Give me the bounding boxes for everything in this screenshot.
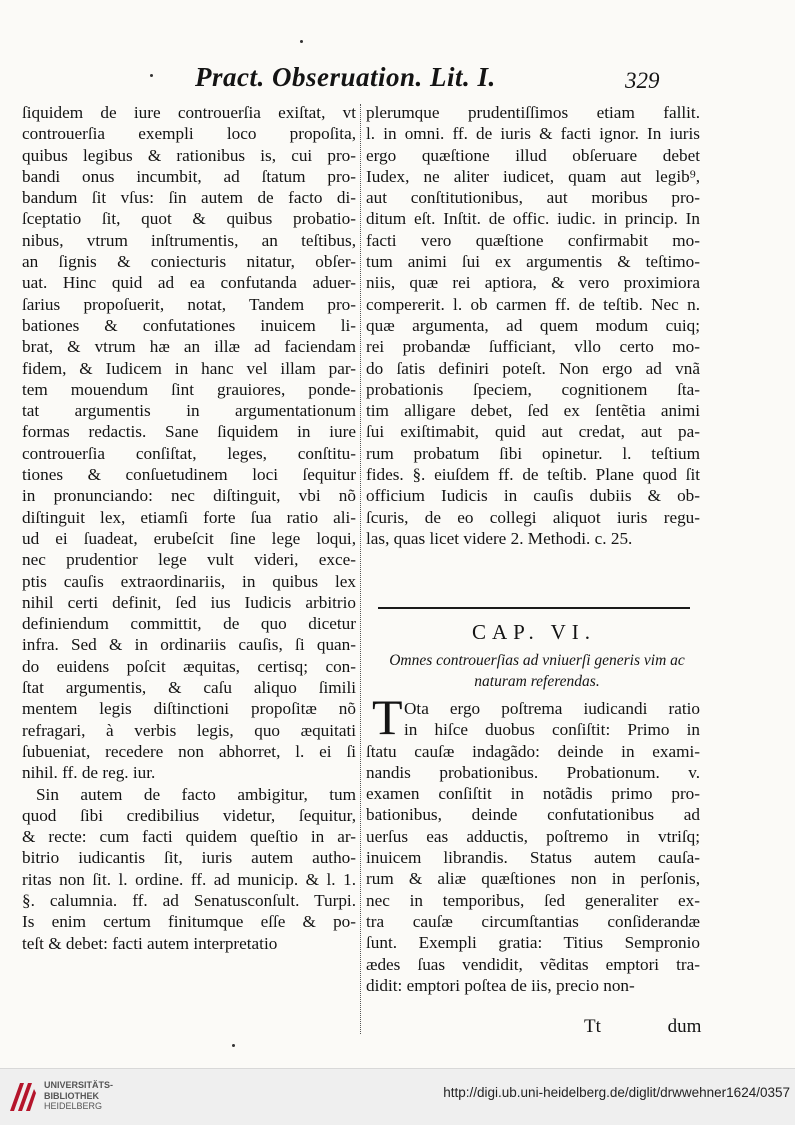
text-line: fidem, & Iudicem in hanc vel illam par- xyxy=(22,358,356,378)
chapter-summary-line: Omnes controuerſias ad vniuerſi generis vim ac xyxy=(389,652,685,669)
library-name[interactable] xyxy=(44,1080,164,1112)
column-divider xyxy=(360,104,361,1034)
text-line: Ota ergo poſtrema iudicandi ratio xyxy=(404,699,700,718)
text-line: fides. §. eiuſdem ff. de teſtib. Plane quod ſit xyxy=(366,465,700,485)
text-line: Sin autem de facto ambigitur, tum xyxy=(36,784,356,804)
text-line: rum probatum ſibi opinetur. l. teſtium xyxy=(366,443,700,463)
text-line: nihil. ff. de reg. iur. xyxy=(22,763,156,783)
text-line: compererit. l. ob carmen ff. de teſtib. Nec n. xyxy=(366,294,700,314)
text-line: nibus, vtrum inſtrumentis, an teſtibus, xyxy=(22,230,356,250)
text-line: nihil certi definit, ſed ius Iudicis arbitrio xyxy=(22,592,356,612)
text-line: ergo quæſtione illud obſeruare debet xyxy=(366,145,700,165)
running-head: Pract. Obseruation. Lit. I. xyxy=(195,62,496,92)
left-column xyxy=(22,102,356,954)
text-line: niis, quæ rei aptiora, & vero proximiora xyxy=(366,273,700,293)
text-line: teſt & debet: facti autem interpretatio xyxy=(22,933,278,953)
text-line: quæ argumenta, ad quem modum cuiq; xyxy=(366,315,700,335)
text-line: Iudex, ne aliter iudicet, quam aut legib⁹, xyxy=(366,166,700,186)
right-column-lower xyxy=(366,698,700,996)
text-line: uerſus eas adductis, poſtremo in vtriſq; xyxy=(366,826,700,846)
document-url[interactable]: http://digi.ub.uni-heidelberg.de/diglit/drwwehner1624/0357 xyxy=(443,1085,790,1100)
text-line: controuerſia exempli loco propoſita, xyxy=(22,124,356,144)
text-line: ud ei ſuadeat, erubeſcit ſine lege loqui, xyxy=(22,528,356,548)
text-line: facti vero quæſtione confirmabit mo- xyxy=(366,230,700,250)
ink-speck xyxy=(300,40,303,43)
text-line: quod ſibi credibilius videtur, ſequitur, xyxy=(22,805,356,825)
text-line: ritas non ſit. l. ordine. ff. ad municip. & l. 1. xyxy=(22,869,356,889)
text-line: an ſignis & coniecturis nitatur, obſer- xyxy=(22,252,356,272)
text-line: ſtat argumentis, & caſu aliquo ſimili xyxy=(22,678,356,698)
text-line: nec prudentior lege vult videri, exce- xyxy=(22,550,356,570)
text-line: in pronunciando: nec diſtinguit, vbi nõ xyxy=(22,486,356,506)
text-line: in hiſce duobus conſiſtit: Primo in xyxy=(404,720,700,740)
text-line: Is enim certum finitumque eſſe & po- xyxy=(22,912,356,932)
text-line: ſceptatio ſit, quot & quibus probatio- xyxy=(22,209,356,229)
text-line: l. in omni. ff. de iuris & facti ignor. In iuris xyxy=(366,124,700,144)
text-line: nandis probationibus. Probationum. v. xyxy=(366,762,700,782)
text-line: definiendum committit, de quo dicetur xyxy=(22,614,356,634)
footer-bar xyxy=(0,1068,795,1125)
text-line: didit: emptori poſtea de iis, precio non- xyxy=(366,975,635,995)
text-line: bationibus, deinde confutationibus ad xyxy=(366,805,700,825)
text-line: ptis cauſis extraordinariis, in quibus lex xyxy=(22,571,356,591)
text-line: diſtinguit lex, etiamſi forte ſua ratio ali- xyxy=(22,507,356,527)
text-line: tra cauſæ circumſtantias conſiderandæ xyxy=(366,911,700,931)
text-line: & recte: cum facti quidem queſtio in ar- xyxy=(22,827,356,847)
ink-speck xyxy=(150,74,153,77)
text-line: examen conſiſtit in notãdis primo pro- xyxy=(366,784,700,804)
text-line: ſiquidem de iure controuerſia exiſtat, vt xyxy=(22,103,356,122)
drop-cap: T xyxy=(372,689,403,745)
text-line: tiones & conſuetudinem loci ſequitur xyxy=(22,465,356,485)
text-line: tem mouendum ſint grauiores, ponde- xyxy=(22,379,356,399)
text-line: plerumque prudentiſſimos etiam fallit. xyxy=(366,103,700,122)
text-line: rei probandæ ſufficiant, vllo certo mo- xyxy=(366,337,700,357)
text-line: ſubueniat, recedere non abhorret, l. ei ſi xyxy=(22,741,356,761)
text-line: ſarius propoſuerit, notat, Tandem pro- xyxy=(22,294,356,314)
text-line: aut conſtitutionibus, aut moribus pro- xyxy=(366,188,700,208)
text-line: uat. Hinc quid ad ea confutanda aduer- xyxy=(22,273,356,293)
text-line: bandi onus incumbit, ad ſtatum pro- xyxy=(22,166,356,186)
text-line: probationis ſpeciem, cognitionem ſta- xyxy=(366,379,700,399)
text-line: rum & aliæ quæſtiones non in perſonis, xyxy=(366,869,700,889)
chapter-heading: CAP. VI. xyxy=(471,620,597,644)
catchword-next-word: dum xyxy=(667,1016,702,1037)
text-line: do ſatis definiri poteſt. Non ergo ad vnã xyxy=(366,358,700,378)
text-line: controuerſia conſiſtat, leges, conſtitu- xyxy=(22,443,356,463)
text-line: infra. Sed & in ordinariis cauſis, ſi quan- xyxy=(22,635,356,655)
text-line: bitrio iudicantis ſit, iuris autem autho- xyxy=(22,848,356,868)
text-line: refragari, à verbis legis, quo æquitati xyxy=(22,720,356,740)
catchword xyxy=(584,1016,714,1040)
text-line: las, quas licet videre 2. Methodi. c. 25. xyxy=(366,528,633,548)
chapter-summary xyxy=(372,650,702,692)
text-line: mentem legis diſtinctioni propoſitæ nõ xyxy=(22,699,356,719)
text-line: brat, & vtrum hæ an illæ ad faciendam xyxy=(22,337,356,357)
text-line: formas redactis. Sane ſiquidem in iure xyxy=(22,422,356,442)
section-rule xyxy=(378,607,690,609)
text-line: bationes & confutationes inuicem li- xyxy=(22,315,356,335)
text-line: §. calumnia. ff. ad Senatusconſult. Turpi. xyxy=(22,890,356,910)
library-name-line: HEIDELBERG xyxy=(44,1101,103,1111)
catchword-signature: Tt xyxy=(584,1016,601,1037)
text-line: officium Iudicis in cauſis dubiis & ob- xyxy=(366,486,700,506)
text-line: bandum ſit vſus: ſin autem de facto di- xyxy=(22,188,356,208)
text-line: tim alligare debet, ſed ex ſentẽtia animi xyxy=(366,401,700,421)
text-line: quibus legibus & rationibus is, cui pro- xyxy=(22,145,356,165)
library-name-line: UNIVERSITÄTS- xyxy=(44,1080,114,1090)
text-line: ædes ſuas vendidit, vẽditas emptori tra- xyxy=(366,954,700,974)
text-line: ditum eſt. Inſtit. de offic. iudic. in princip. In xyxy=(366,209,700,229)
text-line: do euidens poſcit æquitas, certisq; con- xyxy=(22,656,356,676)
page-number: 329 xyxy=(625,68,660,93)
text-line: ſcuris, de eo collegi aliquot iuris regu- xyxy=(366,507,700,527)
text-line: tum animi ſui ex argumentis & teſtimo- xyxy=(366,252,700,272)
library-logo-icon[interactable] xyxy=(8,1079,38,1113)
library-name-line: BIBLIOTHEK xyxy=(44,1090,99,1101)
right-column-upper xyxy=(366,102,700,549)
chapter-summary-line: naturam referendas. xyxy=(474,673,600,690)
text-line: ſunt. Exempli gratia: Titius Sempronio xyxy=(366,933,700,953)
text-line: inuicem librandis. Status autem cauſa- xyxy=(366,848,700,868)
ink-speck xyxy=(232,1044,235,1047)
text-line: ſui exiſtimabit, quid aut credat, aut pa- xyxy=(366,422,700,442)
text-line: nec in temporibus, ſed generaliter ex- xyxy=(366,890,700,910)
text-line: tat argumentis in argumentationum xyxy=(22,401,356,421)
text-line: ſtatu cauſæ indagãdo: deinde in exami- xyxy=(366,741,700,761)
